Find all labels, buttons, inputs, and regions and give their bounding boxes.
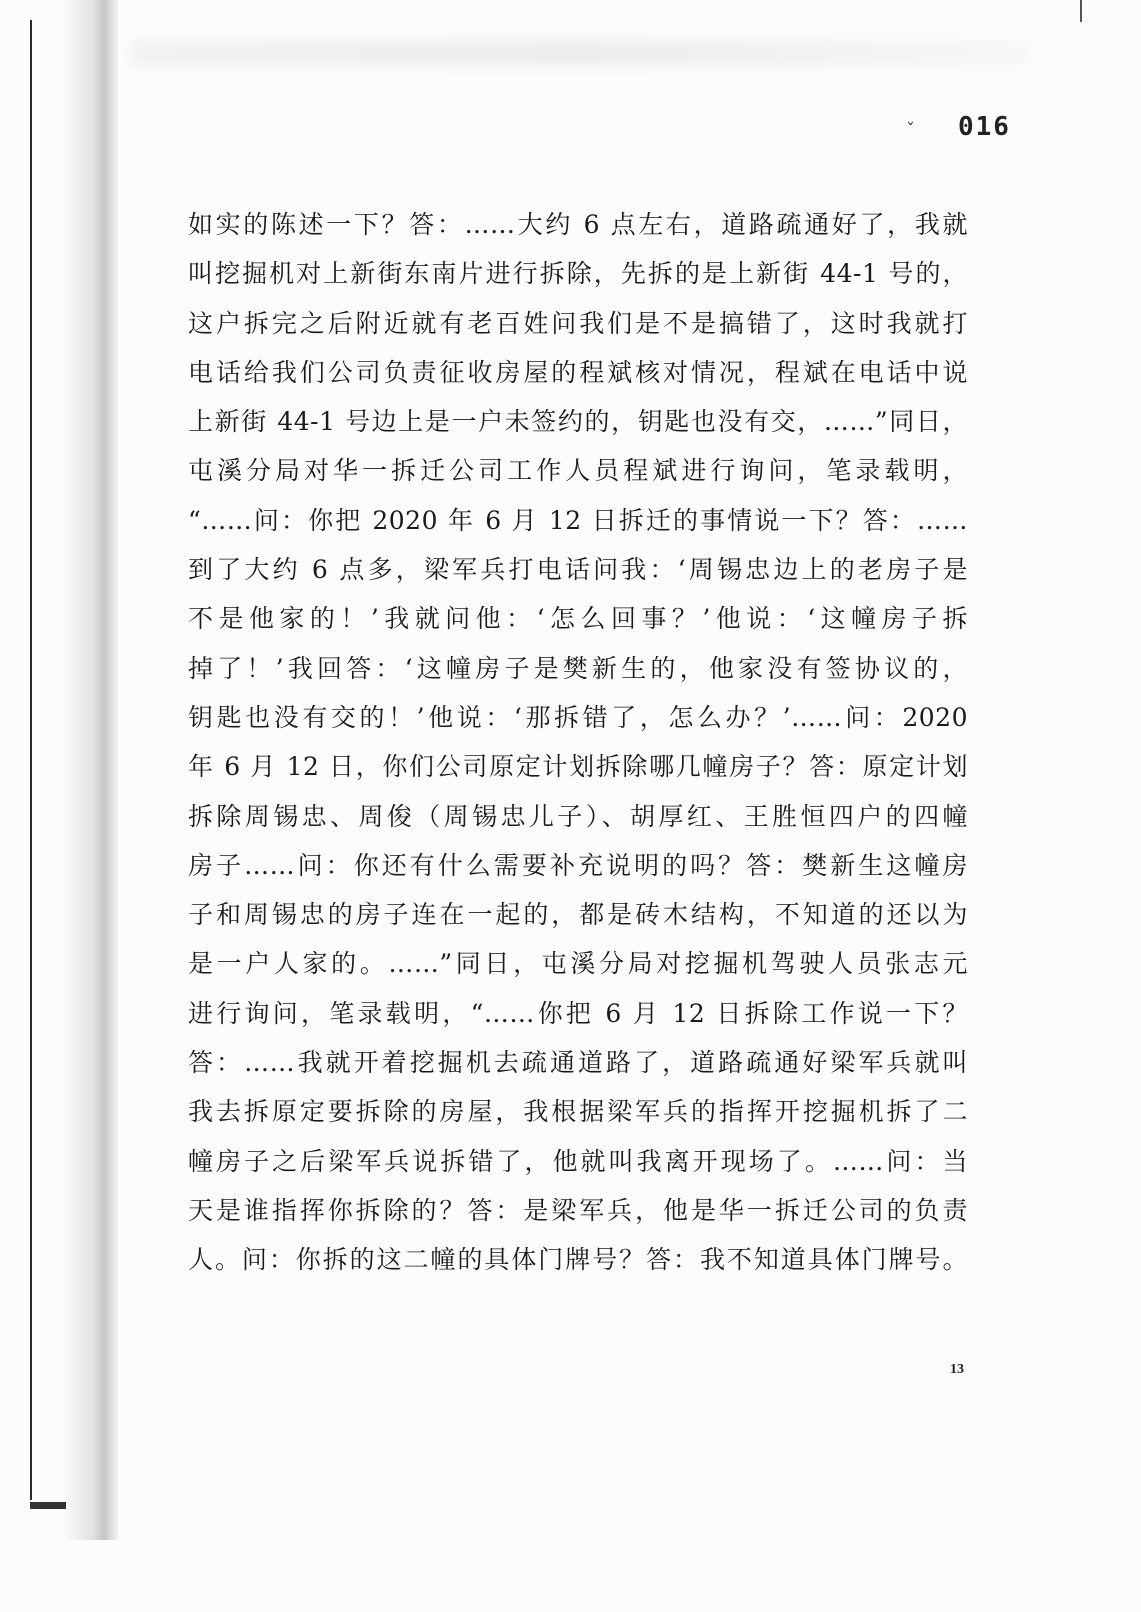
text-line: “……问：你把 2020 年 6 月 12 日拆迁的事情说一下？答：……: [188, 505, 968, 535]
text-line: 拆除周锡忠、周俊（周锡忠儿子）、胡厚红、王胜恒四户的四幢: [188, 801, 968, 831]
text-line: 电话给我们公司负责征收房屋的程斌核对情况，程斌在电话中说: [188, 357, 968, 387]
text-line: 掉了！’我回答：‘这幢房子是樊新生的，他家没有签协议的，: [188, 653, 968, 683]
text-line: 不是他家的！’我就问他：‘怎么回事？’他说：‘这幢房子拆: [188, 604, 968, 634]
binding-shadow: [62, 0, 118, 1540]
text-line: 房子……问：你还有什么需要补充说明的吗？答：樊新生这幢房: [188, 850, 968, 880]
text-line: 如实的陈述一下？答：……大约 6 点左右，道路疏通好了，我就: [188, 210, 968, 239]
page-number: 13: [950, 1362, 964, 1377]
text-line: 屯溪分局对华一拆迁公司工作人员程斌进行询问，笔录载明，: [188, 456, 968, 486]
text-line: 到了大约 6 点多，梁军兵打电话问我：‘周锡忠边上的老房子是: [188, 555, 968, 585]
text-line: 这户拆完之后附近就有老百姓问我们是不是搞错了，这时我就打: [188, 308, 968, 338]
stamp-dash-mark: ˇ: [906, 120, 915, 141]
text-line: 人。问：你拆的这二幢的具体门牌号？答：我不知道具体门牌号。: [188, 1245, 968, 1275]
text-line: 天是谁指挥你拆除的？答：是梁军兵，他是华一拆迁公司的负责: [188, 1195, 968, 1225]
page-left-edge: [30, 20, 32, 1500]
text-line: 我去拆原定要拆除的房屋，我根据梁军兵的指挥开挖掘机拆了二: [188, 1097, 968, 1127]
text-line: 子和周锡忠的房子连在一起的，都是砖木结构，不知道的还以为: [188, 900, 968, 930]
text-line: 答：……我就开着挖掘机去疏通道路了，道路疏通好梁军兵就叫: [188, 1048, 968, 1078]
scan-smudge: [130, 40, 1030, 66]
text-line: 幢房子之后梁军兵说拆错了，他就叫我离开现场了。……问：当: [188, 1146, 968, 1176]
scan-edge-mark: [30, 1502, 66, 1509]
body-text: [188, 200, 968, 1285]
text-line: 年 6 月 12 日，你们公司原定计划拆除哪几幢房子？答：原定计划: [188, 752, 968, 782]
archive-number: 016: [958, 112, 1011, 142]
text-line: 上新街 44-1 号边上是一户未签约的，钥匙也没有交，……”同日，: [188, 407, 968, 437]
scan-corner-mark: [1080, 0, 1082, 22]
text-line: 钥匙也没有交的！’他说：‘那拆错了，怎么办？’……问：2020: [188, 702, 968, 732]
text-line: 叫挖掘机对上新街东南片进行拆除，先拆的是上新街 44-1 号的，: [188, 259, 968, 289]
text-line: 进行询问，笔录载明，“……你把 6 月 12 日拆除工作说一下？: [188, 998, 968, 1028]
text-line: 是一户人家的。……”同日，屯溪分局对挖掘机驾驶人员张志元: [188, 949, 968, 979]
